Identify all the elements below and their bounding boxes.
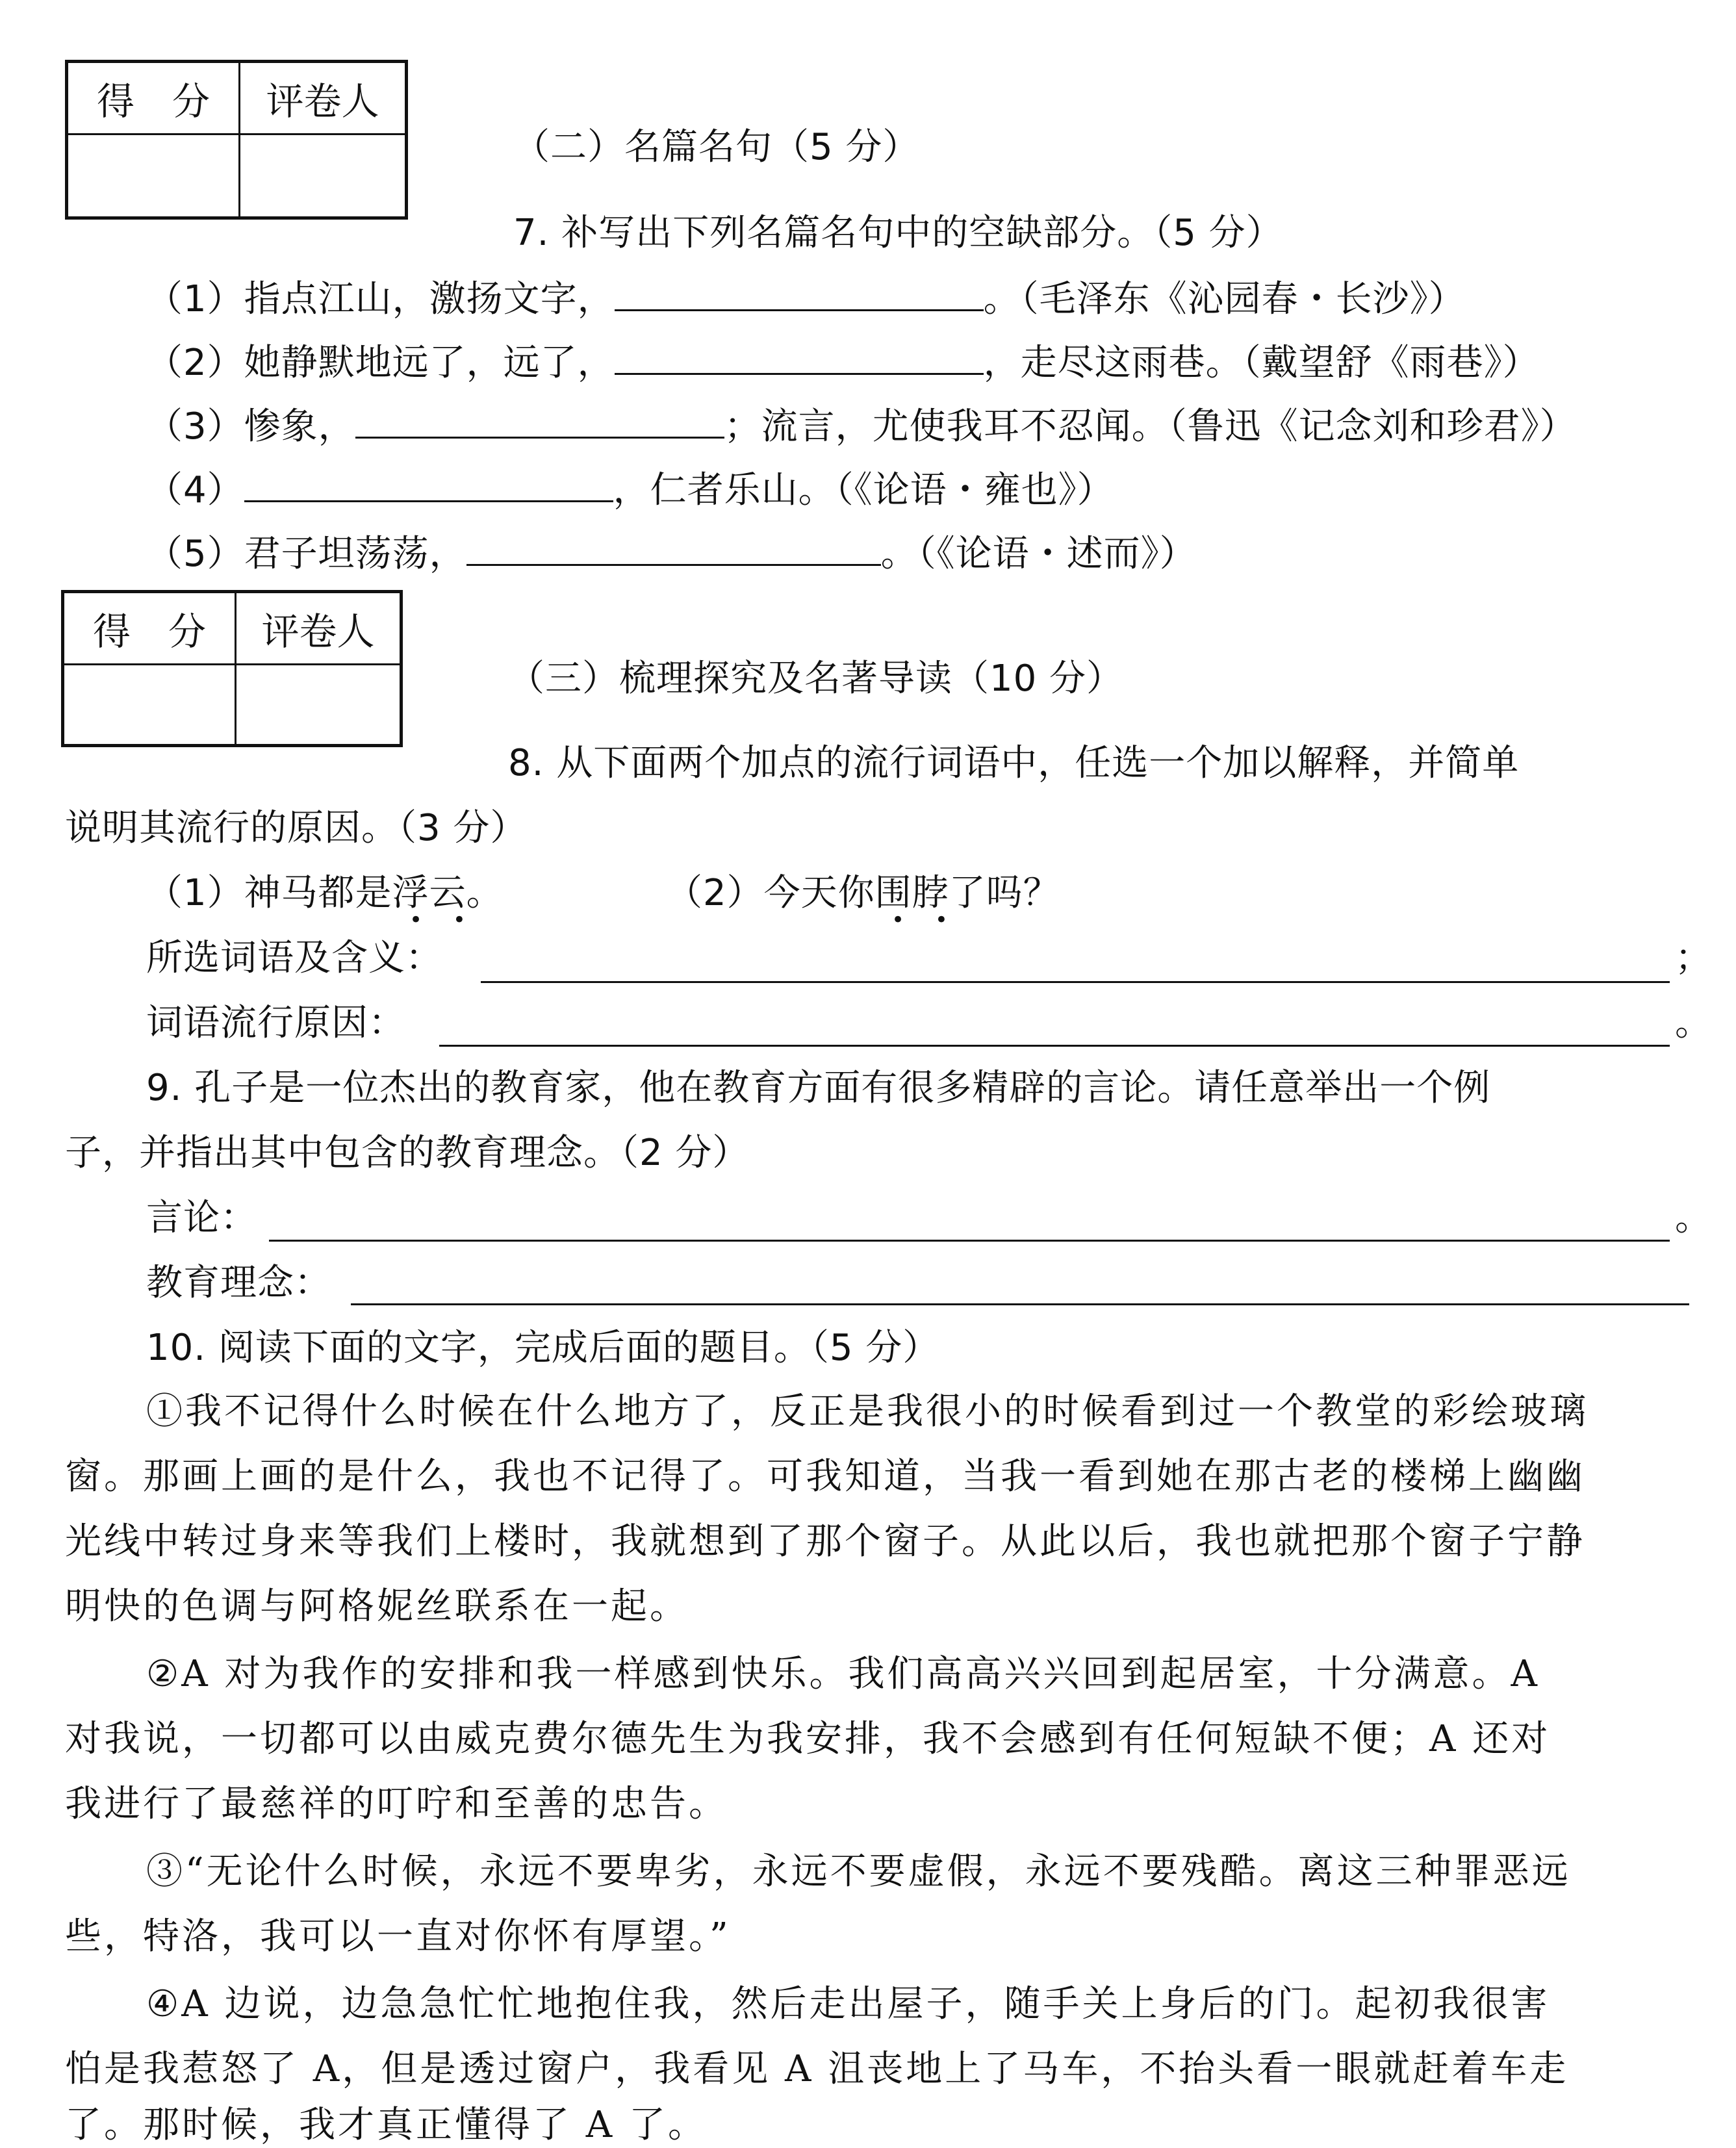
score-cell[interactable] (63, 665, 236, 746)
score-table-1 (65, 60, 408, 220)
q7-blank-5[interactable] (466, 530, 881, 566)
grader-cell[interactable] (236, 665, 402, 746)
q7-item-3: （3）惨象， ；流言，尤使我耳不忍闻。（鲁迅《记念刘和珍君》） (146, 403, 1577, 450)
passage-line-2: 窗。那画上画的是什么，我也不记得了。可我知道，当我一看到她在那古老的楼梯上幽幽 (65, 1455, 1585, 1498)
passage-line-7: 我进行了最慈祥的叮咛和至善的忠告。 (65, 1783, 728, 1825)
passage-line-9: 些，特洛，我可以一直对你怀有厚望。” (65, 1915, 731, 1958)
passage-line-10: ④A 边说，边急急忙忙地抱住我，然后走出屋子，随手关上身后的门。起初我很害 (146, 1983, 1550, 2025)
passage-line-4: 明快的色调与阿格妮丝联系在一起。 (65, 1585, 689, 1628)
q7-item-1: （1）指点江山，激扬文字， 。（毛泽东《沁园春・长沙》） (146, 275, 1466, 322)
passage-line-8: ③“无论什么时候，永远不要卑劣，永远不要虚假，永远不要残酷。离这三种罪恶远 (146, 1850, 1571, 1893)
grader-cell[interactable] (240, 134, 407, 218)
score-table-2 (61, 590, 403, 747)
q9-quote-blank[interactable] (269, 1240, 1670, 1242)
passage-line-3: 光线中转过身来等我们上楼时，我就想到了那个窗子。从此以后，我也就把那个窗子宁静 (65, 1520, 1585, 1563)
q7-item-4: （4） ，仁者乐山。（《论语・雍也》） (146, 467, 1114, 513)
q7-blank-1[interactable] (615, 275, 984, 311)
section2-heading: （二）名篇名句（5 分） (513, 126, 920, 168)
grader-header: 评卷人 (236, 592, 402, 665)
q7-blank-2[interactable] (615, 339, 984, 375)
q8-option-2: （2）今天你围脖了吗？ (666, 872, 1060, 914)
q9-idea-blank[interactable] (351, 1303, 1689, 1305)
passage-line-5: ②A 对为我作的安排和我一样感到快乐。我们高高兴兴回到起居室，十分满意。A (146, 1653, 1540, 1695)
question-7: 7. 补写出下列名篇名句中的空缺部分。（5 分） (513, 212, 1283, 254)
passage-line-12: 了。那时候，我才真正懂得了 A 了。 (65, 2104, 708, 2146)
passage-line-11: 怕是我惹怒了 A，但是透过窗户，我看见 A 沮丧地上了马车，不抬头看一眼就赶着车走 (65, 2048, 1569, 2090)
q7-item-2: （2）她静默地远了，远了， ，走尽这雨巷。（戴望舒《雨巷》） (146, 339, 1540, 386)
q8-meaning-end: ； (1675, 937, 1712, 979)
grader-header: 评卷人 (240, 62, 407, 134)
q9-quote-label: 言论： (146, 1197, 257, 1239)
q9-quote-end: 。 (1675, 1197, 1712, 1239)
q8-meaning-label: 所选词语及含义： (146, 937, 442, 979)
passage-line-1: ①我不记得什么时候在什么地方了，反正是我很小的时候看到过一个教堂的彩绘玻璃 (146, 1390, 1589, 1433)
question-9-line1: 9. 孔子是一位杰出的教育家，他在教育方面有很多精辟的言论。请任意举出一个例 (146, 1067, 1491, 1109)
question-9-line2: 子，并指出其中包含的教育理念。（2 分） (65, 1132, 750, 1174)
emphasis-dots-2: • • (891, 907, 960, 933)
q8-option-1: （1）神马都是浮云。 (146, 872, 504, 914)
q7-blank-3[interactable] (355, 403, 724, 439)
question-8-line1: 8. 从下面两个加点的流行词语中，任选一个加以解释，并简单 (508, 742, 1520, 784)
question-10: 10. 阅读下面的文字，完成后面的题目。（5 分） (146, 1327, 940, 1369)
question-8-line2: 说明其流行的原因。（3 分） (65, 807, 528, 849)
section3-heading: （三）梳理探究及名著导读（10 分） (508, 658, 1124, 700)
q8-reason-blank[interactable] (439, 1045, 1670, 1047)
passage-line-6: 对我说，一切都可以由威克费尔德先生为我安排，我不会感到有任何短缺不便；A 还对 (65, 1718, 1551, 1760)
score-header: 得 分 (63, 592, 236, 665)
q7-item-5: （5）君子坦荡荡， 。（《论语・述而》） (146, 530, 1197, 577)
q7-blank-4[interactable] (244, 467, 613, 502)
q9-idea-label: 教育理念： (146, 1262, 331, 1304)
emphasis-dots-1: • • (409, 907, 478, 933)
score-cell[interactable] (67, 134, 240, 218)
q8-reason-label: 词语流行原因： (146, 1002, 405, 1044)
score-header: 得 分 (67, 62, 240, 134)
q8-meaning-blank[interactable] (481, 981, 1670, 983)
q8-reason-end: 。 (1675, 1002, 1712, 1044)
